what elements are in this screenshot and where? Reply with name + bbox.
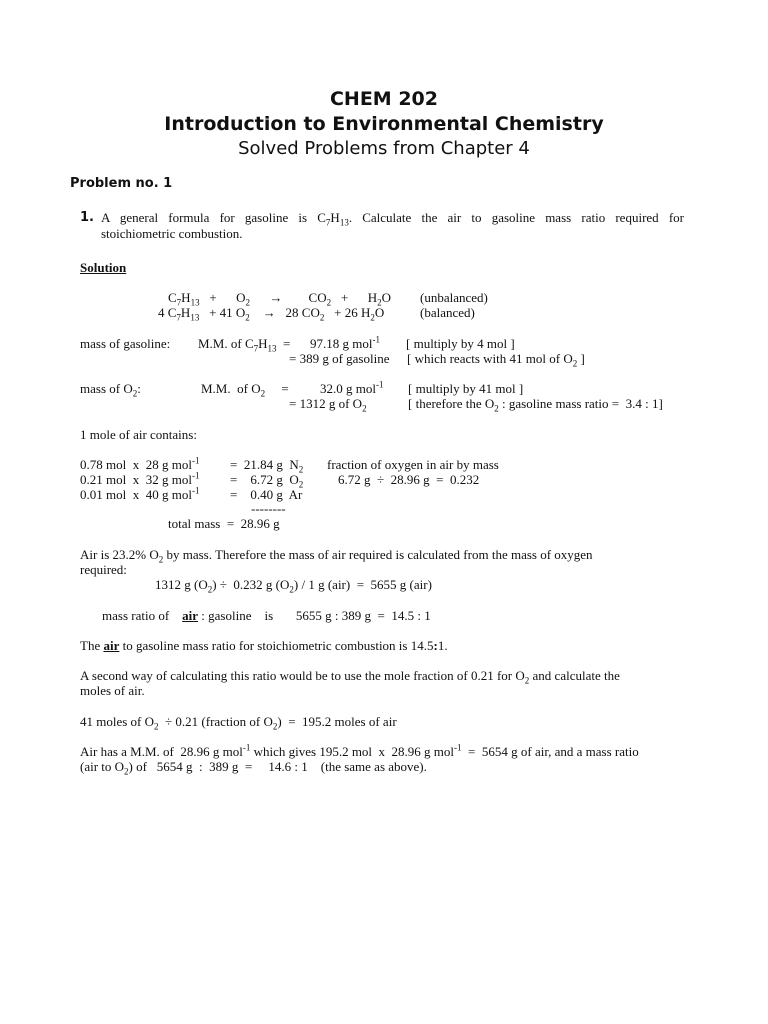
conclusion-line: The air to gasoline mass ratio for stoichiometric combustion is 14.5:1. <box>80 638 448 653</box>
problem-heading: Problem no. 1 <box>70 176 173 191</box>
solution-label: Solution <box>80 260 127 275</box>
gasoline-mass-label: mass of gasoline: <box>80 336 171 351</box>
mass-ratio-line: mass ratio of air : gasoline is 5655 g : 389 g = 14.5 : 1 <box>102 608 431 623</box>
o2-mass-label: mass of $O_2$: <box>80 381 141 399</box>
total-mass: total mass = 28.96 g <box>168 516 280 531</box>
paragraph-required: required: <box>80 562 127 577</box>
gasoline-molar-mass: 97.18 g mol$^{-1}$ <box>310 334 380 351</box>
sum-divider: -------- <box>251 501 286 516</box>
final-paragraph-line2: (air to $O_2$) of 5654 g : 389 g = 14.6 : 1 (the same as above). <box>80 759 427 777</box>
moles-of-air-calc: 41 moles of $O_2 \div 0.21$ (fraction of $O_2) = 195.2$ moles of air <box>80 714 397 732</box>
air-row-argon-mass: = 0.40 g Ar <box>230 487 303 502</box>
paragraph-oxygen-fraction: Air is 23.2% $O_2$ by mass. Therefore the mass of air required is calculated from the mass of oxygen <box>80 547 593 565</box>
equation-unbalanced-note: (unbalanced) <box>420 290 488 305</box>
problem-question-line2: stoichiometric combustion. <box>101 226 243 241</box>
air-row-nitrogen: 0.78 mol x 28 g mol$^{-1}$ <box>80 455 200 472</box>
o2-molar-mass-label: M.M. of $O_2$ = <box>201 381 289 399</box>
document-subtitle: Solved Problems from Chapter 4 <box>238 138 530 159</box>
equation-unbalanced: $C_7H_{13}$ + $O_2$ → $CO_2$ + $H_2O$ <box>168 290 391 308</box>
oxygen-fraction-calc: 6.72 g ÷ 28.96 g = 0.232 <box>338 472 480 487</box>
equation-balanced: 4 $C_7H_{13} + 41$ $O_2$ → 28 $CO_2 + 26$ $H_2O$ <box>158 305 385 323</box>
equation-balanced-note: (balanced) <box>420 305 475 320</box>
document-title: Introduction to Environmental Chemistry <box>164 113 604 135</box>
air-row-argon: 0.01 mol x 40 g mol$^{-1}$ <box>80 485 200 502</box>
o2-molar-mass: 32.0 g mol$^{-1}$ <box>320 379 384 396</box>
course-code: CHEM 202 <box>329 88 438 110</box>
problem-number: 1. <box>80 210 94 225</box>
air-row-oxygen-mass: = 6.72 g $O_2$ <box>230 472 304 490</box>
gasoline-note-2: [ which reacts with 41 mol of $O_2$ ] <box>407 351 585 369</box>
air-composition-intro: 1 mole of air contains: <box>80 427 197 442</box>
gasoline-note-1: [ multiply by 4 mol ] <box>406 336 515 351</box>
o2-note-1: [ multiply by 41 mol ] <box>408 381 524 396</box>
second-method-line2: moles of air. <box>80 683 145 698</box>
o2-mass-value: = 1312 g of $O_2$ <box>289 396 367 414</box>
air-row-nitrogen-mass: = 21.84 g $N_2$ <box>230 457 304 475</box>
gasoline-molar-mass-label: M.M. of $C_7H_{13}$ = <box>198 336 291 354</box>
air-mass-calculation: 1312 g $(O_2) \div 0.232$ g $(O_2) / 1$ g (air) = 5655 g (air) <box>155 577 432 595</box>
gasoline-mass-value: = 389 g of gasoline <box>289 351 390 366</box>
final-paragraph-line1: Air has a M.M. of 28.96 g mol$^{-1}$ which gives 195.2 mol x 28.96 g mol$^{-1}$ = 5654 g of air, and a mass ratio <box>80 742 639 759</box>
oxygen-fraction-label: fraction of oxygen in air by mass <box>327 457 499 472</box>
second-method-line1: A second way of calculating this ratio would be to use the mole fraction of 0.21 for $O_2$ and calculate the <box>80 668 620 686</box>
problem-question-line1: A general formula for gasoline is $C_7H_{13}$. Calculate the air to gasoline mass ratio required for <box>101 210 684 228</box>
air-row-oxygen: 0.21 mol x 32 g mol$^{-1}$ <box>80 470 200 487</box>
o2-note-2: [ therefore the $O_2$ : gasoline mass ratio = 3.4 : 1] <box>408 396 663 414</box>
